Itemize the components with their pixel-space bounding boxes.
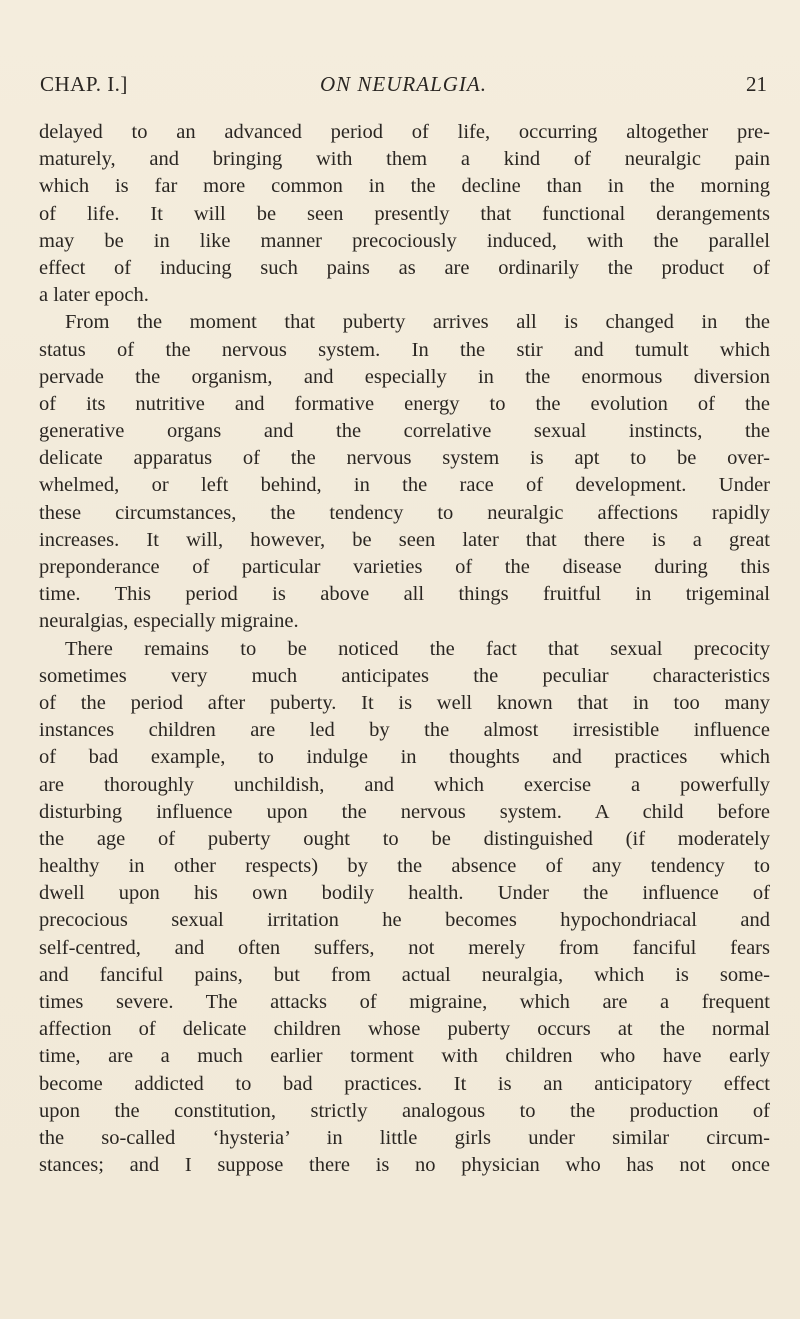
text-line: stances; and I suppose there is no physician who has not once: [39, 1154, 770, 1177]
text-line: upon the constitution, strictly analogous to the production of: [39, 1099, 770, 1122]
text-line: maturely, and bringing with them a kind of neuralgic pain: [39, 148, 770, 171]
text-line: of the period after puberty. It is well known that in too many: [39, 691, 770, 714]
text-line: effect of inducing such pains as are ordinarily the product of: [39, 256, 770, 279]
text-line: the so-called ‘hysteria’ in little girls under similar circum-: [39, 1126, 770, 1149]
text-line: instances children are led by the almost irresistible influence: [39, 719, 770, 742]
text-line: healthy in other respects) by the absence of any tendency to: [39, 855, 770, 878]
text-line: of life. It will be seen presently that functional derangements: [39, 202, 770, 225]
text-line: these circumstances, the tendency to neuralgic affections rapidly: [39, 501, 770, 524]
text-line: may be in like manner precociously induced, with the parallel: [39, 229, 770, 252]
text-line: and fanciful pains, but from actual neuralgia, which is some-: [39, 963, 770, 986]
text-line: increases. It will, however, be seen later that there is a great: [39, 528, 770, 551]
text-line: status of the nervous system. In the stir and tumult which: [39, 338, 770, 361]
text-line: delicate apparatus of the nervous system is apt to be over-: [39, 447, 770, 470]
text-line: of bad example, to indulge in thoughts and practices which: [39, 746, 770, 769]
text-line: dwell upon his own bodily health. Under the influence of: [39, 882, 770, 905]
text-line: sometimes very much anticipates the peculiar characteristics: [39, 664, 770, 687]
running-title: ON NEURALGIA.: [320, 72, 487, 96]
text-line: self-centred, and often suffers, not merely from fanciful fears: [39, 936, 770, 959]
text-line: From the moment that puberty arrives all is changed in the: [65, 311, 770, 334]
page-number: 21: [746, 72, 767, 96]
text-line: times severe. The attacks of migraine, which are a frequent: [39, 991, 770, 1013]
text-line: preponderance of particular varieties of the disease during this: [39, 556, 770, 578]
text-line: affection of delicate children whose puberty occurs at the normal: [39, 1018, 770, 1041]
text-line: time. This period is above all things fruitful in trigeminal: [39, 583, 770, 606]
text-line: disturbing influence upon the nervous system. A child before: [39, 800, 770, 823]
text-line: a later epoch.: [39, 284, 149, 307]
text-line: precocious sexual irritation he becomes hypochondriacal and: [39, 909, 770, 932]
text-line: neuralgias, especially migraine.: [39, 610, 299, 633]
text-line: the age of puberty ought to be distinguished (if moderately: [39, 827, 770, 850]
running-head: [40, 72, 767, 102]
body-text: [39, 119, 770, 1179]
text-line: of its nutritive and formative energy to the evolution of the: [39, 392, 770, 415]
text-line: become addicted to bad practices. It is an anticipatory effect: [39, 1072, 770, 1095]
text-line: time, are a much earlier torment with children who have early: [39, 1045, 770, 1068]
text-line: whelmed, or left behind, in the race of development. Under: [39, 474, 770, 497]
text-line: pervade the organism, and especially in the enormous diversion: [39, 365, 770, 388]
chapter-label: CHAP. I.]: [40, 72, 128, 96]
text-line: There remains to be noticed the fact that sexual precocity: [65, 637, 770, 660]
text-line: generative organs and the correlative sexual instincts, the: [39, 420, 770, 443]
text-line: delayed to an advanced period of life, occurring altogether pre-: [39, 121, 770, 143]
text-line: are thoroughly unchildish, and which exercise a powerfully: [39, 773, 770, 796]
text-line: which is far more common in the decline than in the morning: [39, 175, 770, 198]
